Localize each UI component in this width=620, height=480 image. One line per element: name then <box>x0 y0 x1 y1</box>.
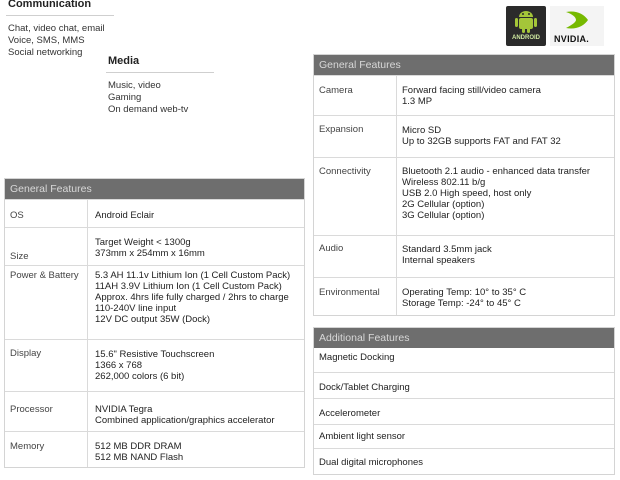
value-line: Operating Temp: 10° to 35° C <box>402 287 527 298</box>
media-line: Music, video <box>108 80 161 91</box>
row-value <box>402 85 541 107</box>
value-line: Bluetooth 2.1 audio - enhanced data transfer <box>402 166 591 177</box>
table-row <box>5 431 304 467</box>
nvidia-eye-icon <box>550 6 604 34</box>
row-label: OS <box>10 210 24 221</box>
value-line: Storage Temp: -24° to 45° C <box>402 298 521 309</box>
row-label: Memory <box>10 441 45 452</box>
row-value <box>95 270 290 325</box>
value-line: 15.6" Resistive Touchscreen <box>95 349 215 360</box>
table-row <box>5 265 304 339</box>
communication-line: Social networking <box>8 47 83 58</box>
row-value <box>95 237 205 259</box>
value-line: 5.3 AH 11.1v Lithium Ion (1 Cell Custom Pack) <box>95 270 291 281</box>
row-label: Environmental <box>319 287 380 298</box>
value-line: Wireless 802.11 b/g <box>402 177 486 188</box>
table-header: General Features <box>5 179 304 199</box>
row-label: Size <box>10 251 29 262</box>
table-row <box>5 391 304 431</box>
table-row <box>314 277 614 315</box>
value-line: 262,000 colors (6 bit) <box>95 371 185 382</box>
value-line: 11AH 3.9V Lithium Ion (1 Cell Custom Pack) <box>95 281 282 292</box>
row-label: Power & Battery <box>10 270 79 281</box>
row-value <box>95 210 154 221</box>
value-line: USB 2.0 High speed, host only <box>402 188 532 199</box>
value-line: 12V DC output 35W (Dock) <box>95 314 211 325</box>
media-list <box>108 80 188 116</box>
list-item: Dual digital microphones <box>314 448 614 474</box>
table-header: General Features <box>314 55 614 75</box>
row-value <box>402 166 590 221</box>
value-line: Internal speakers <box>402 255 475 266</box>
value-line: Combined application/graphics accelerator <box>95 415 275 426</box>
value-line: Forward facing still/video camera <box>402 85 541 96</box>
row-value <box>402 244 492 266</box>
row-label: Expansion <box>319 124 364 135</box>
row-value <box>95 404 275 426</box>
value-line: 512 MB NAND Flash <box>95 452 184 463</box>
value-line: Up to 32GB supports FAT and FAT 32 <box>402 136 561 147</box>
list-item: Ambient light sensor <box>314 424 614 448</box>
value-line: Standard 3.5mm jack <box>402 244 492 255</box>
android-logo <box>506 6 546 46</box>
row-label: Processor <box>10 404 53 415</box>
value-line: 373mm x 254mm x 16mm <box>95 248 205 259</box>
communication-line: Voice, SMS, MMS <box>8 35 85 46</box>
table-row <box>314 157 614 235</box>
communication-line: Chat, video chat, email <box>8 23 105 34</box>
table-row <box>314 115 614 157</box>
row-label: Audio <box>319 243 344 254</box>
row-value <box>95 441 183 463</box>
media-line: On demand web-tv <box>108 104 189 115</box>
table-row <box>5 339 304 391</box>
row-value <box>402 125 561 147</box>
android-logo-text: ANDROID <box>512 35 540 41</box>
table-header: Additional Features <box>314 328 614 348</box>
table-row <box>314 75 614 115</box>
value-line: 110-240V line input <box>95 303 177 314</box>
value-line: 512 MB DDR DRAM <box>95 441 182 452</box>
communication-title: Communication <box>8 0 92 10</box>
row-value <box>95 349 214 382</box>
media-title: Media <box>108 55 140 67</box>
table-row <box>5 227 304 265</box>
table-row <box>314 235 614 277</box>
table-row <box>5 199 304 227</box>
list-item: Accelerometer <box>314 398 614 424</box>
value-line: Android Eclair <box>95 210 155 221</box>
value-line: Target Weight < 1300g <box>95 237 191 248</box>
communication-divider <box>6 15 114 16</box>
row-label: Connectivity <box>319 166 371 177</box>
row-label: Camera <box>319 85 353 96</box>
media-divider <box>106 72 214 73</box>
list-item: Magnetic Docking <box>319 352 395 363</box>
value-line: 2G Cellular (option) <box>402 199 485 210</box>
general-features-table-right <box>313 54 615 316</box>
value-line: NVIDIA Tegra <box>95 404 153 415</box>
row-label: Display <box>10 348 42 359</box>
list-item: Dock/Tablet Charging <box>314 372 614 398</box>
nvidia-logo <box>550 6 604 46</box>
row-value <box>402 287 526 309</box>
value-line: Approx. 4hrs life fully charged / 2hrs to charge <box>95 292 289 303</box>
communication-list <box>8 23 105 59</box>
value-line: 3G Cellular (option) <box>402 210 485 221</box>
value-line: 1.3 MP <box>402 96 433 107</box>
nvidia-logo-text: NVIDIA. <box>554 34 590 44</box>
additional-features-table <box>313 327 615 475</box>
value-line: Micro SD <box>402 125 442 136</box>
media-line: Gaming <box>108 92 142 103</box>
value-line: 1366 x 768 <box>95 360 143 371</box>
general-features-table-left <box>4 178 305 468</box>
